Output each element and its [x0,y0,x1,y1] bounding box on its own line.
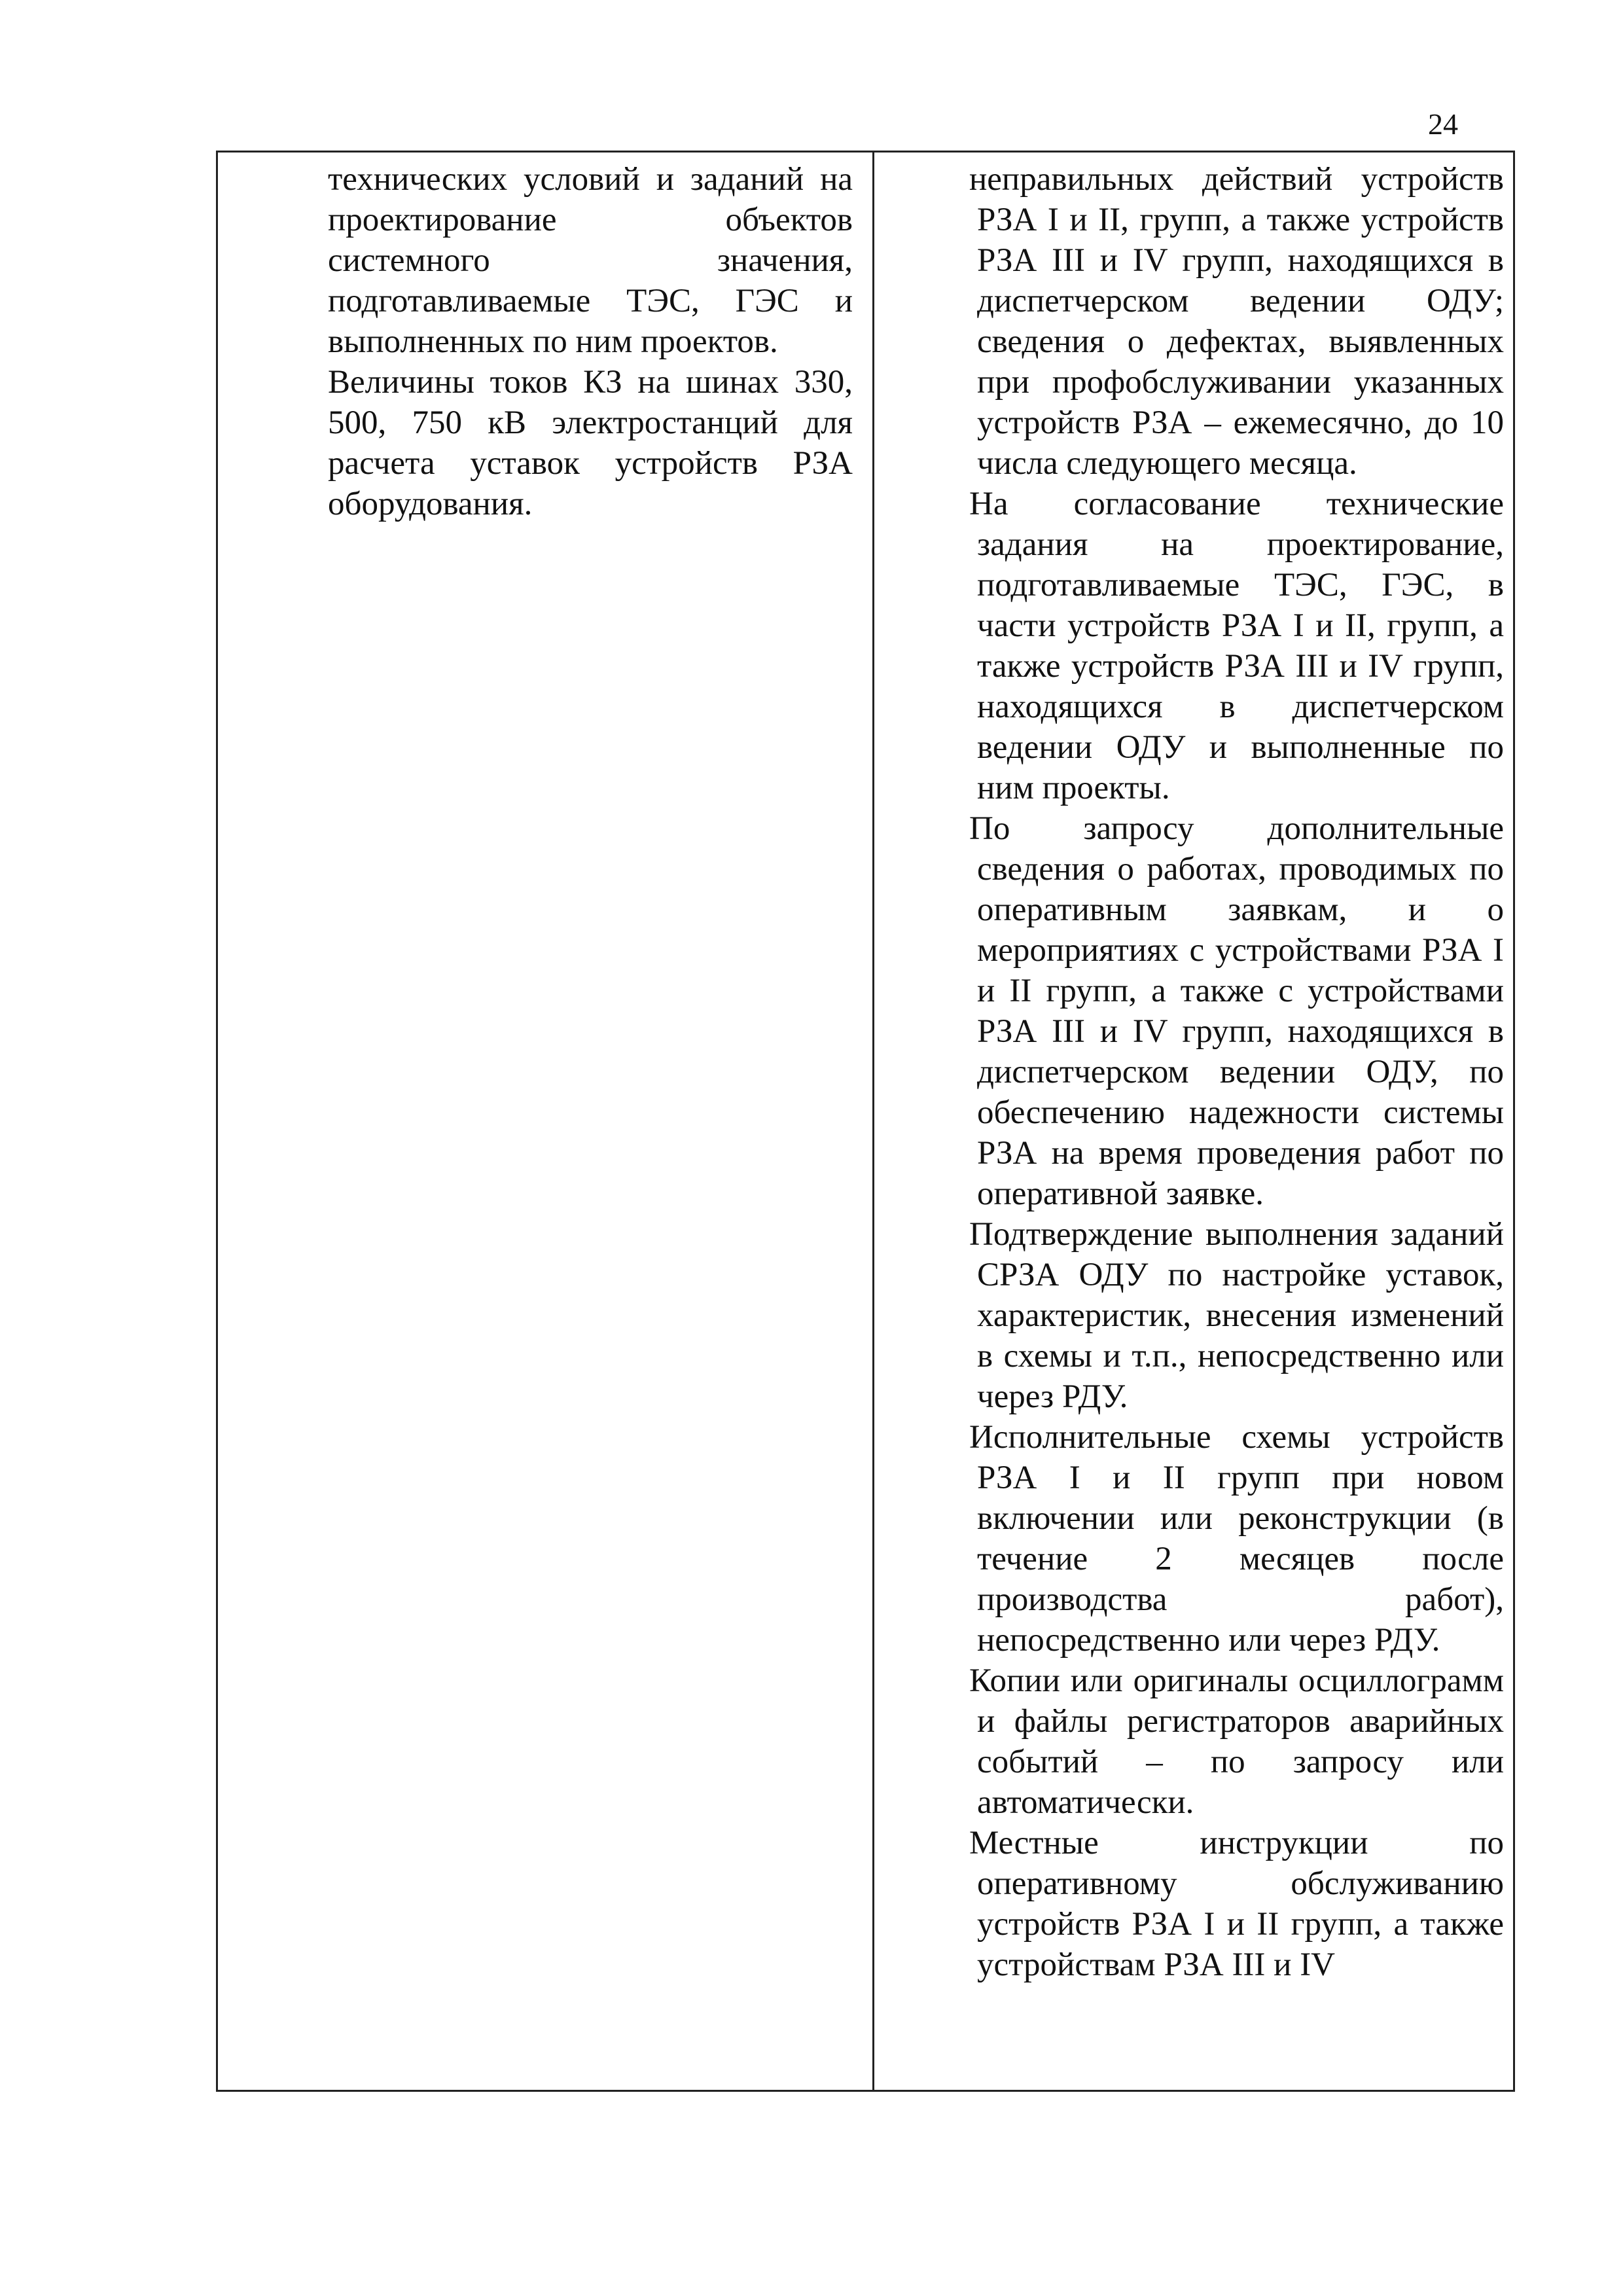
left-column-cell [328,159,853,524]
right-paragraph-7: Местные инструкции по оперативному обслуживанию устройств РЗА I и II групп, а также устройствам РЗА III и IV [969,1825,1504,1983]
right-column-cell [969,159,1504,1985]
right-paragraph-1: неправильных действий устройств РЗА I и II, групп, а также устройств РЗА III и IV групп, находящихся в диспетчерском ведении ОДУ; сведения о дефектах, выявленных при профобслуживании указанных устройств РЗА – ежемесячно, до 10 числа следующего месяца. [969,161,1504,482]
right-paragraph-3: По запросу дополнительные сведения о работах, проводимых по оперативным заявкам, и о мероприятиях с устройствами РЗА I и II групп, а также с устройствами РЗА III и IV групп, находящихся в диспетчерском ведении ОДУ, по обеспечению надежности системы РЗА на время проведения работ по оперативной заявке. [969,810,1504,1212]
page-number: 24 [1428,107,1458,141]
right-paragraph-4: Подтверждение выполнения заданий СРЗА ОДУ по настройке уставок, характеристик, внесения изменений в схемы и т.п., непосредственно или через РДУ. [969,1216,1504,1415]
right-paragraph-2: На согласование технические задания на проектирование, подготавливаемые ТЭС, ГЭС, в части устройств РЗА I и II, групп, а также устройств РЗА III и IV групп, находящихся в диспетчерском ведении ОДУ и выполненные по ним проекты. [969,486,1504,806]
left-paragraph-2: Величины токов КЗ на шинах 330, 500, 750 кВ электростанций для расчета уставок устройств РЗА оборудования. [328,364,853,522]
left-paragraph-1: технических условий и заданий на проектирование объектов системного значения, подготавливаемые ТЭС, ГЭС и выполненных по ним проектов. [328,161,853,360]
column-divider [872,152,874,2090]
right-paragraph-6: Копии или оригиналы осциллограмм и файлы регистраторов аварийных событий – по запросу или автоматически. [969,1662,1504,1821]
document-table [216,151,1515,2092]
right-paragraph-5: Исполнительные схемы устройств РЗА I и II групп при новом включении или реконструкции (в течение 2 месяцев после производства работ), непосредственно или через РДУ. [969,1419,1504,1659]
